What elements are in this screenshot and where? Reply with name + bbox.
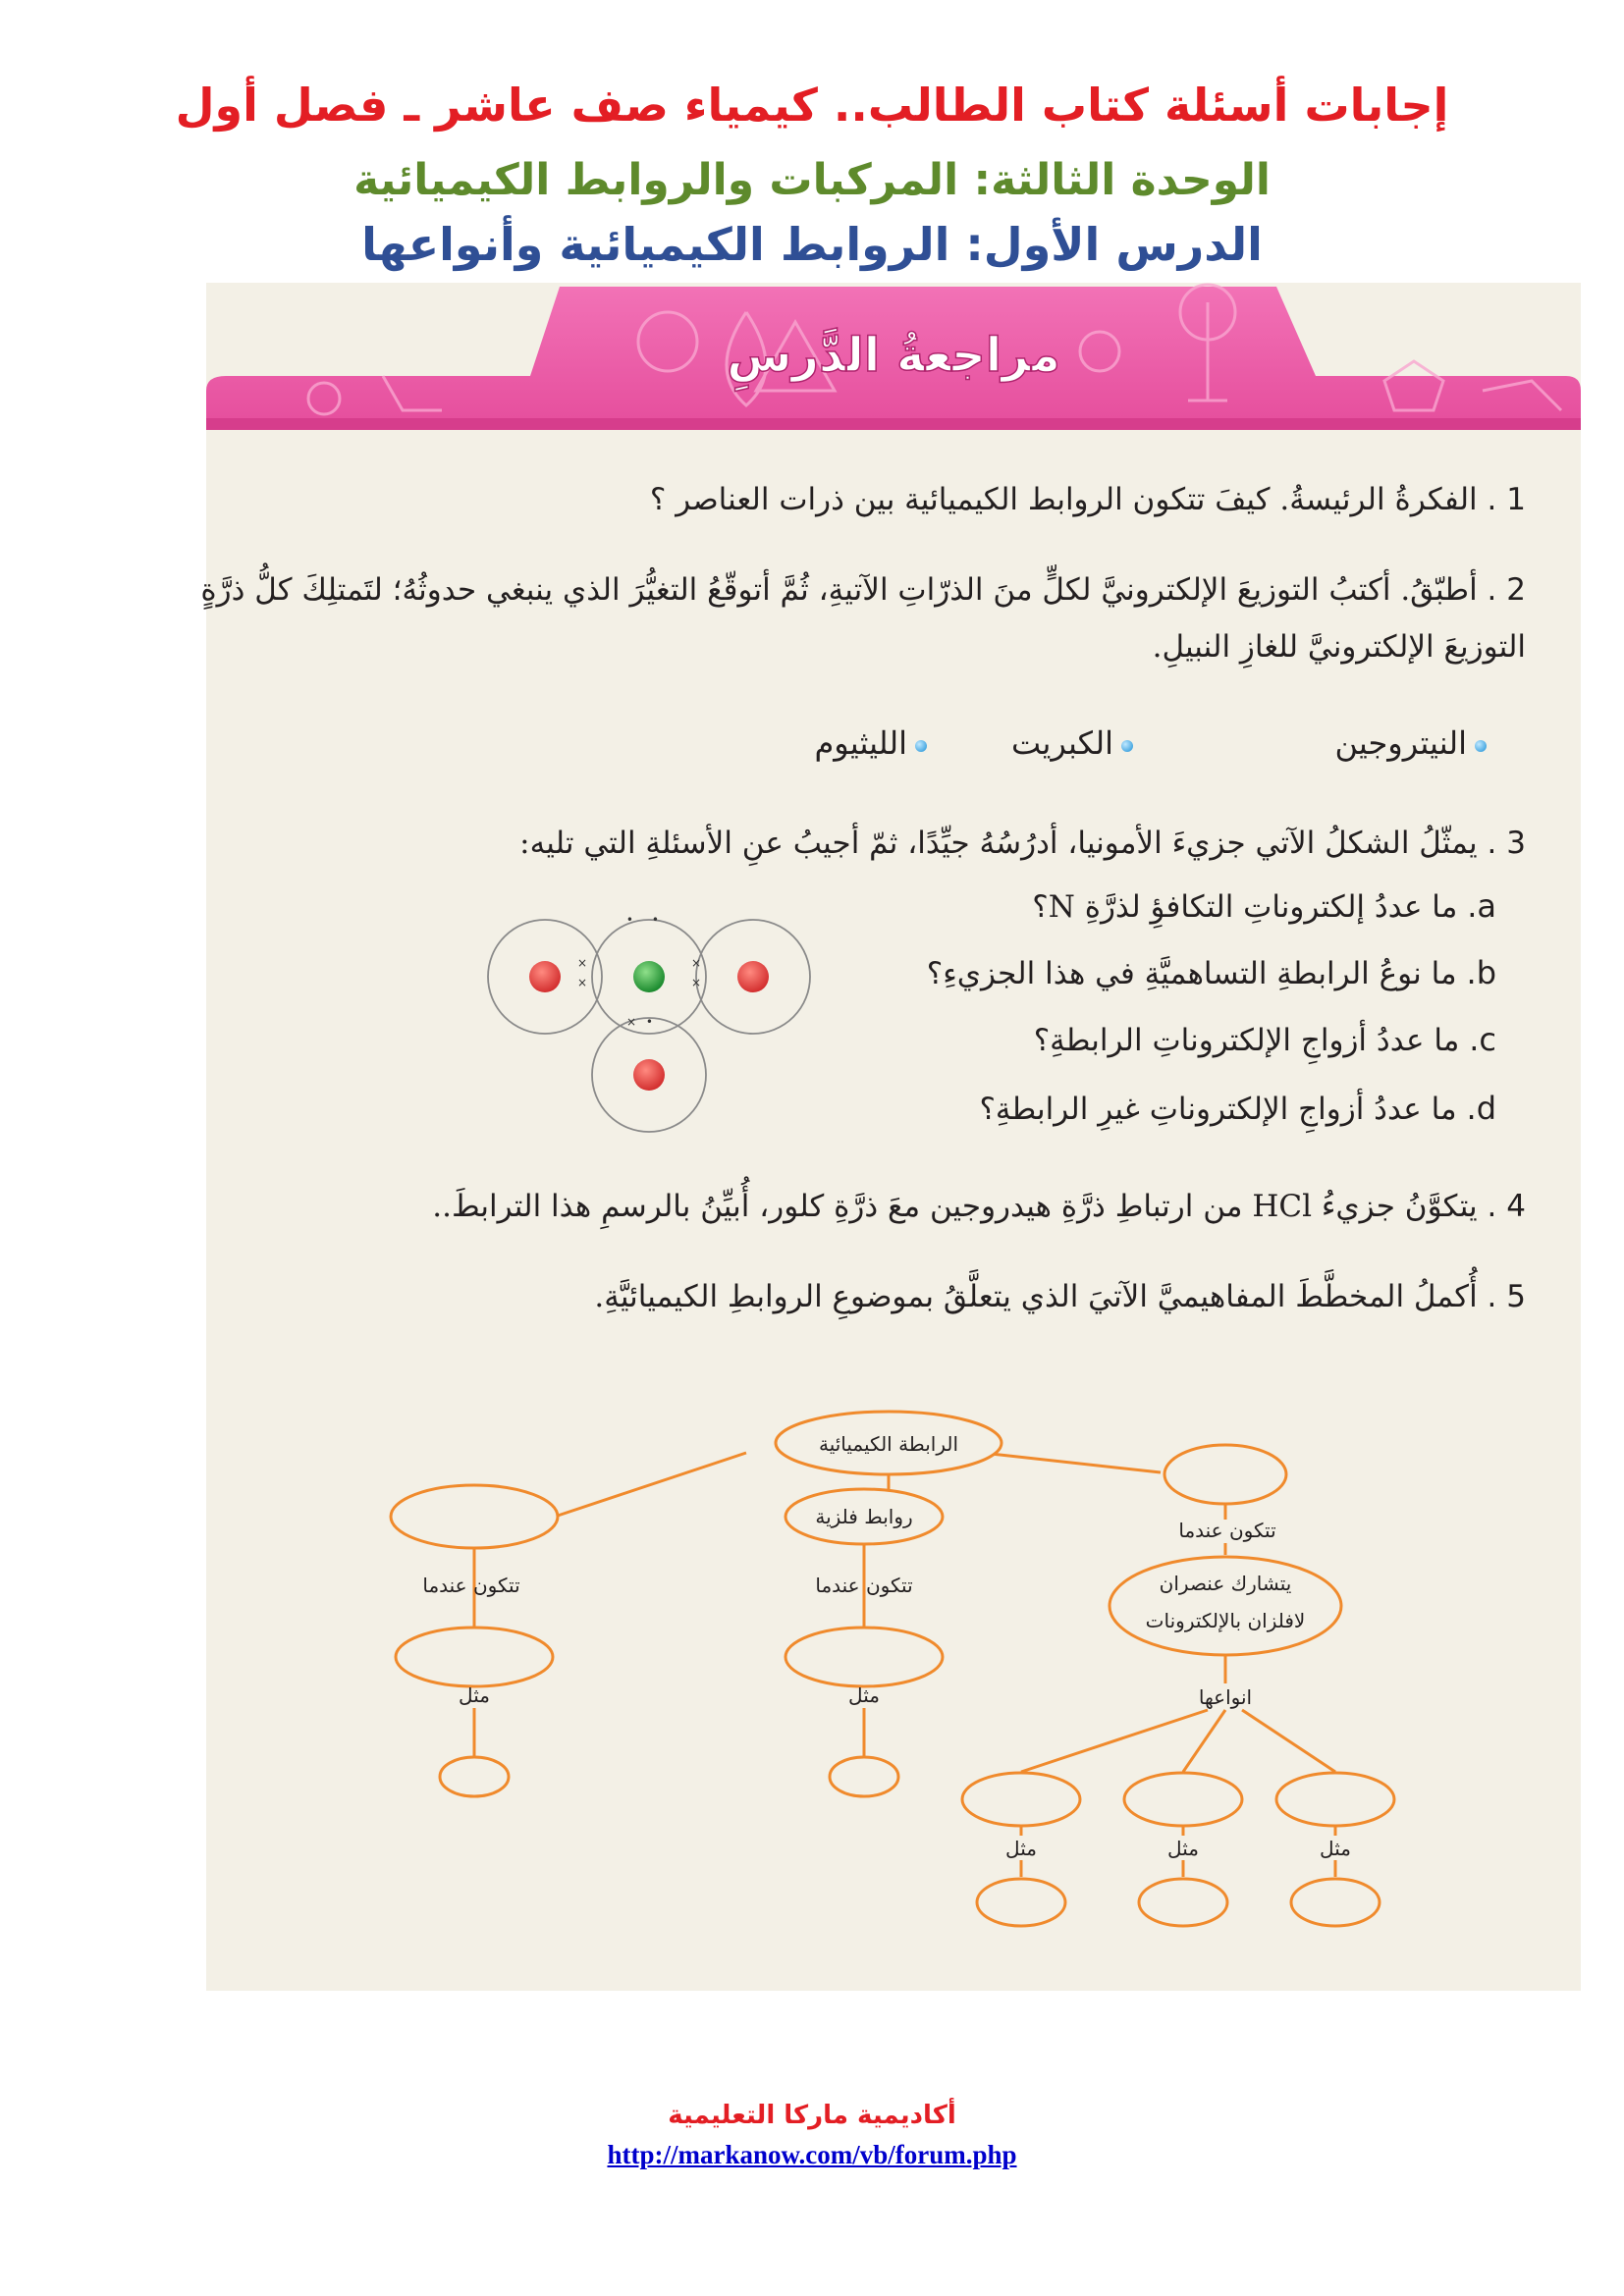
root-label: الرابطة الكيميائية xyxy=(818,1432,959,1456)
q3-part-c: c. ما عددُ أزواجِ الإلكتروناتِ الرابطةِ؟ xyxy=(1033,1021,1496,1058)
example-label: مثل xyxy=(848,1683,880,1707)
example-label: مثل xyxy=(1167,1837,1199,1860)
question-3-text: يمثّلُ الشكلُ الآتي جزيءَ الأمونيا، أدرُسُهُ جيِّدًا، ثمّ أجيبُ عنِ الأسئلةِ التي تليه: xyxy=(519,826,1478,861)
electron-dot: • xyxy=(625,913,633,927)
footer-link[interactable]: http://markanow.com/vb/forum.php xyxy=(607,2140,1017,2169)
electron-dot: • xyxy=(651,913,659,927)
q3-part-a: a. ما عددُ إلكتروناتِ التكافؤِ لذرَّةِ N؟ xyxy=(1032,887,1496,925)
forms-when-label-left: تتكون عندما xyxy=(422,1574,520,1597)
blank-type-node xyxy=(1124,1773,1242,1826)
question-5-number: 5 . xyxy=(1487,1279,1526,1314)
blank-type-node xyxy=(1276,1773,1394,1826)
forms-when-label-mid: تتكون عندما xyxy=(815,1574,913,1597)
covalent-label-line2: لافلزان بالإلكترونات xyxy=(1145,1609,1306,1632)
q2-item-lithium: الليثيوم xyxy=(814,724,927,762)
question-1-number: 1 . xyxy=(1487,482,1526,517)
blank-example-node xyxy=(977,1879,1065,1926)
electron-x: × xyxy=(576,976,587,989)
header-title: إجابات أسئلة كتاب الطالب.. كيمياء صف عاشر ـ فصل أول xyxy=(175,79,1449,132)
electron-x: × xyxy=(576,956,587,970)
blank-node xyxy=(396,1628,553,1686)
question-1-text: الفكرةُ الرئيسةُ. كيفَ تتكون الروابط الكيميائية بين ذرات العناصر ؟ xyxy=(649,482,1478,517)
blank-node-covalent xyxy=(1164,1445,1286,1504)
electron-x: × xyxy=(690,956,701,970)
footer-academy: أكاديمية ماركا التعليمية xyxy=(668,2101,956,2130)
blank-type-node xyxy=(962,1773,1080,1826)
example-label: مثل xyxy=(1320,1837,1351,1860)
q3-part-b: b. ما نوعُ الرابطةِ التساهميَّةِ في هذا الجزيءِ؟ xyxy=(926,954,1496,991)
unit-title: الوحدة الثالثة: المركبات والروابط الكيميائية xyxy=(353,155,1271,205)
example-label: مثل xyxy=(1005,1837,1037,1860)
question-5-text: أُكملُ المخطَّطَ المفاهيميَّ الآتيَ الذي يتعلَّقُ بموضوعِ الروابطِ الكيميائيَّةِ. xyxy=(594,1279,1478,1314)
question-2-text: أطبّقُ. أكتبُ التوزيعَ الإلكترونيَّ لكلٍّ منَ الذرّاتِ الآتيةِ، ثُمَّ أتوقّعُ التغيُّرَ الذي ينبغي حدوثُهُ؛ لتَمتلِكَ كلُّ ذرَّةٍ التوزيعَ الإلكترونيَّ للغازِ النبيلِ. xyxy=(200,572,1526,665)
types-label: انواعها xyxy=(1198,1685,1253,1709)
q2-item-nitrogen: النيتروجين xyxy=(1334,724,1487,762)
q3-part-d: d. ما عددُ أزواجِ الإلكتروناتِ غيرِ الرابطةِ؟ xyxy=(979,1090,1496,1127)
connector xyxy=(982,1453,1161,1472)
blank-example-node xyxy=(830,1757,898,1796)
banner-title: مراجعةُ الدَّرسِ xyxy=(727,328,1060,383)
connector xyxy=(1242,1710,1335,1772)
connector xyxy=(555,1453,746,1517)
covalent-label-line1: يتشارك عنصران xyxy=(1159,1572,1292,1595)
blank-node xyxy=(785,1628,943,1686)
blank-example-node xyxy=(440,1757,509,1796)
forms-when-label-right: تتكون عندما xyxy=(1178,1519,1276,1542)
question-3-number: 3 . xyxy=(1487,826,1526,861)
blank-example-node xyxy=(1139,1879,1227,1926)
blank-example-node xyxy=(1291,1879,1380,1926)
connector xyxy=(1183,1710,1225,1772)
electron-x: × xyxy=(625,1015,636,1029)
lesson-title: الدرس الأول: الروابط الكيميائية وأنواعها xyxy=(361,218,1263,271)
q2-item-sulfur: الكبريت xyxy=(1011,724,1133,762)
question-4-number: 4 . xyxy=(1487,1189,1526,1224)
connector xyxy=(1021,1710,1208,1772)
example-label: مثل xyxy=(459,1683,490,1707)
electron-x: × xyxy=(690,976,701,989)
blank-node-ionic xyxy=(391,1485,558,1548)
question-2-number: 2 . xyxy=(1487,572,1526,608)
question-4-text: يتكوَّنُ جزيءُ HCl من ارتباطِ ذرَّةِ هيدروجين معَ ذرَّةِ كلور، أُبيِّنُ بالرسمِ هذا الترابطَ.. xyxy=(432,1189,1478,1224)
metallic-label: روابط فلزية xyxy=(815,1505,913,1528)
footer-link-wrapper xyxy=(0,2140,1624,2170)
electron-dot: • xyxy=(645,1015,653,1029)
